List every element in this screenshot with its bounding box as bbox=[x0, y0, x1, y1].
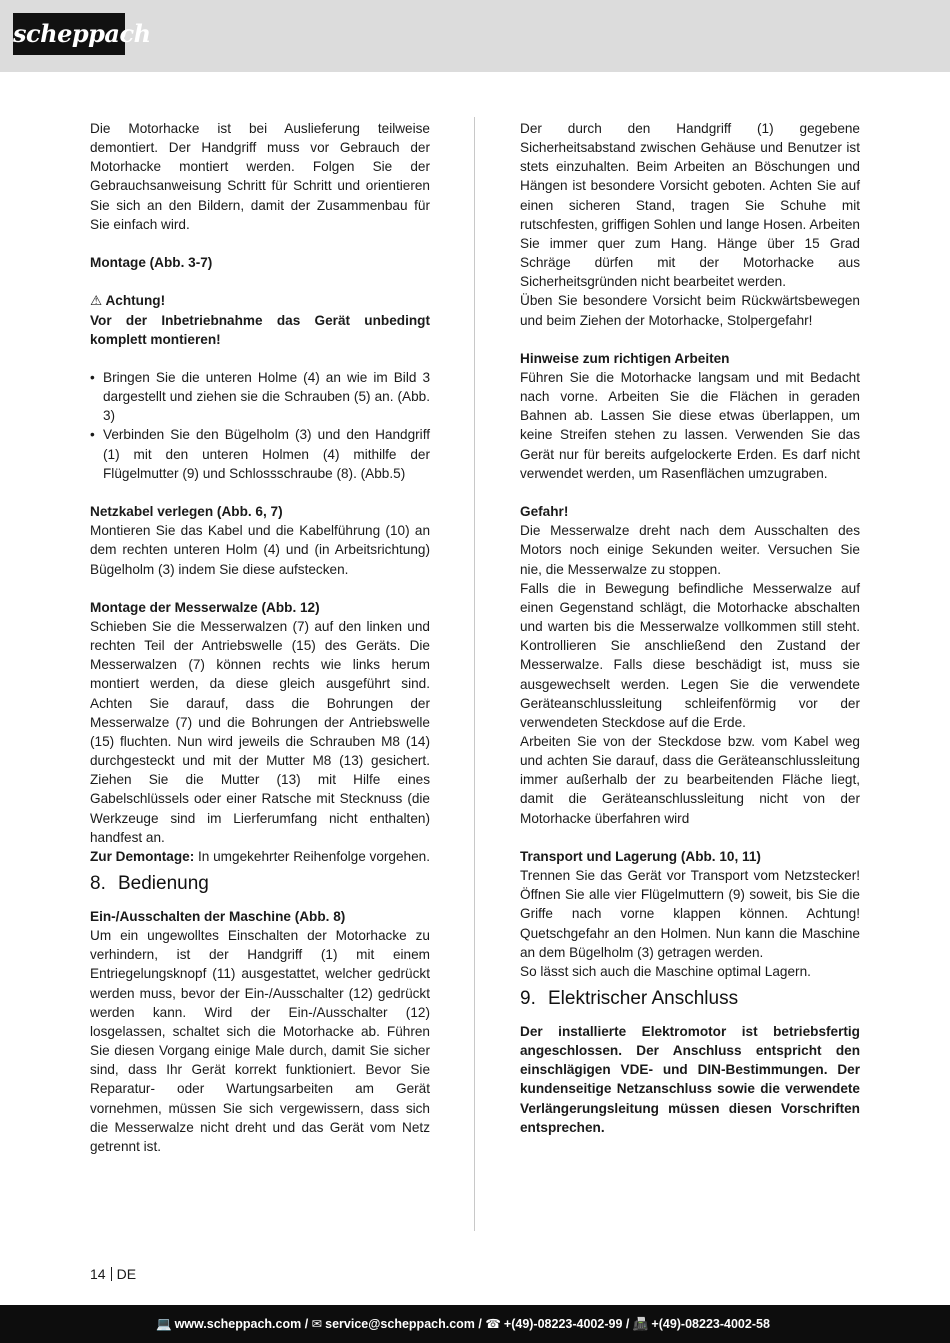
section-9-number: 9. bbox=[520, 987, 536, 1009]
messerwalze-paragraph: Schieben Sie die Messerwalzen (7) auf den linken und rechten Teil der Antriebswelle (15) des Geräts. Die Messerwalzen (7) können rechts wie links herum montiert werden, da diese gleich ausgeführt sind. Achten Sie darauf, dass die Bohrungen der Messerwalze (7) und die Bohrungen der Antriebswelle (15) fluchten. Nun wird jeweils die Schrauben M8 (14) durchgesteckt und mit der Mutter M8 (13) gesichert. Ziehen Sie die Mutter (13) mit Hilfe eines Gabelschlüssels oder einer Ratsche mit Stecknuss (die Werkzeuge sind im Lierferumfang nicht enthalten) handfest an. bbox=[90, 618, 430, 845]
gefahr-paragraph-3: Arbeiten Sie von der Steckdose bzw. vom Kabel weg und achten Sie darauf, dass die Geräteanschlussleitung immer außerhalb der zu bearbeitenden Fläche liegt, damit die Geräteanschlussleitung nicht von der Motorhacke überfahren wird bbox=[520, 733, 860, 826]
warning-title: Achtung! bbox=[105, 293, 166, 309]
footer-email-link[interactable]: service@scheppach.com bbox=[325, 1317, 475, 1331]
messerwalze-heading: Montage der Messerwalze (Abb. 12) bbox=[90, 599, 320, 615]
right-column bbox=[520, 119, 860, 1137]
footer-bar bbox=[0, 1305, 950, 1343]
footer-contact: 💻 www.scheppach.com / ✉ service@scheppach.com / ☎ +(49)-08223-4002-99 / 📠 +(49)-08223-4002-58 bbox=[156, 1317, 770, 1331]
netzkabel-paragraph: Montieren Sie das Kabel und die Kabelführung (10) an dem rechten unteren Holm (4) und (in Arbeitsrichtung) Bügelholm (3) indem Sie diese aufstecken. bbox=[90, 523, 430, 577]
sicherheit-paragraph: Der durch den Handgriff (1) gegebene Sicherheitsabstand zwischen Gehäuse und Benutzer ist stets einzuhalten. Beim Arbeiten an Böschungen und Hängen ist besondere Vorsicht geboten. Achten Sie auf einen sicheren Stand, tragen Sie Schuhe mit rutschfesten, griffigen Sohlen und lange Hosen. Arbeiten Sie immer quer zum Hang. Hänge über 15 Grad Schräge dürfen mit der Motorhacke aus Sicherheitsgründen nicht bearbeitet werden. bbox=[520, 121, 860, 290]
list-item: • Verbinden Sie den Bügelholm (3) und den Handgriff (1) mit den unteren Holmen (4) mithilfe der Flügelmutter (9) und Schlossschraube (8). (Abb.5) bbox=[90, 427, 430, 481]
warning-triangle-icon: ⚠ bbox=[90, 293, 103, 309]
scheppach-logo[interactable]: scheppach bbox=[13, 13, 125, 55]
page-language: DE bbox=[116, 1266, 137, 1282]
bullet-icon: • bbox=[90, 369, 95, 385]
left-column bbox=[90, 119, 430, 1156]
montage-heading: Montage (Abb. 3-7) bbox=[90, 255, 213, 271]
section-9-title: 9. Elektrischer Anschluss bbox=[520, 986, 860, 1012]
computer-icon: 💻 bbox=[156, 1317, 172, 1331]
gefahr-paragraph-2: Falls die in Bewegung befindliche Messerwalze auf einen Gegenstand schlägt, die Motorhacke abschalten und warten bis die Messerwalze vollkommen still steht. Kontrollieren Sie anschließend den Zustand der Messerwalze. Falls diese beschädigt ist, muss sie ausgewechselt werden. Legen Sie die verwendete Geräteanschlussleitung schleifenförmig vor der verwendeten Steckdose auf die Erde. bbox=[520, 580, 860, 730]
footer-website-link[interactable]: www.scheppach.com bbox=[174, 1317, 302, 1331]
page-number bbox=[90, 1265, 136, 1283]
gefahr-heading: Gefahr! bbox=[520, 504, 569, 520]
column-divider bbox=[474, 117, 475, 1231]
section-8-number: 8. bbox=[90, 873, 106, 895]
mail-icon: ✉ bbox=[311, 1317, 323, 1331]
transport-paragraph-2: So lässt sich auch die Maschine optimal Lagern. bbox=[520, 963, 811, 979]
demontage-label: Zur Demontage: bbox=[90, 848, 195, 864]
page-number-value: 14 bbox=[90, 1266, 106, 1282]
page-separator bbox=[111, 1267, 112, 1281]
montage-bullet-list bbox=[90, 368, 430, 483]
netzkabel-heading: Netzkabel verlegen (Abb. 6, 7) bbox=[90, 504, 283, 520]
anschluss-paragraph: Der installierte Elektromotor ist betriebsfertig angeschlossen. Der Anschluss entspricht den einschlägigen VDE- und DIN-Bestimmungen. Der kundenseitige Netzanschluss sowie die verwendete Verlängerungsleitung müssen diesen Vorschriften entsprechen. bbox=[520, 1023, 860, 1135]
demontage-paragraph bbox=[90, 847, 430, 866]
phone-icon: ☎ bbox=[485, 1317, 501, 1331]
transport-heading: Transport und Lagerung (Abb. 10, 11) bbox=[520, 848, 761, 864]
ein-aus-heading: Ein-/Ausschalten der Maschine (Abb. 8) bbox=[90, 909, 346, 925]
hinweise-paragraph: Führen Sie die Motorhacke langsam und mit Bedacht nach vorne. Arbeiten Sie die Flächen in geraden Bahnen ab. Lassen Sie diese etwas überlappen, um keine Streifen stehen zu lassen. Verwenden Sie das Gerät nur für bereits aufgelockerte Erden. Es darf nicht verwendet werden, um Rasenflächen umzugraben. bbox=[520, 370, 860, 481]
warning-heading bbox=[90, 291, 430, 310]
gefahr-paragraph-1: Die Messerwalze dreht nach dem Ausschalten des Motors noch einige Sekunden weiter. Versuchen Sie nie, die Messerwalze zu stoppen. bbox=[520, 523, 860, 577]
section-8-title: 8. Bedienung bbox=[90, 871, 430, 897]
fax-icon: 📠 bbox=[632, 1317, 649, 1331]
rueckwaerts-paragraph: Üben Sie besondere Vorsicht beim Rückwärtsbewegen und beim Ziehen der Motorhacke, Stolpergefahr! bbox=[520, 293, 860, 328]
header-band bbox=[0, 0, 950, 72]
transport-paragraph-1: Trennen Sie das Gerät vor Transport vom Netzstecker! Öffnen Sie alle vier Flügelmuttern (9) soweit, bis Sie die Griffe nach vorne klappen können. Achtung! Quetschgefahr an den Holmen. Nun kann die Maschine an dem Bügelholm (3) getragen werden. bbox=[520, 868, 860, 960]
footer-phone[interactable]: +(49)-08223-4002-99 bbox=[503, 1317, 623, 1331]
demontage-text: In umgekehrter Reihenfolge vorgehen. bbox=[194, 848, 431, 864]
warning-text: Vor der Inbetriebnahme das Gerät unbedingt komplett montieren! bbox=[90, 312, 430, 347]
bullet-icon: • bbox=[90, 427, 95, 443]
footer-fax: +(49)-08223-4002-58 bbox=[651, 1317, 770, 1331]
intro-paragraph: Die Motorhacke ist bei Auslieferung teilweise demontiert. Der Handgriff muss vor Gebrauch der Motorhacke montiert werden. Folgen Sie der Gebrauchsanweisung Schritt für Schritt und orientieren Sie sich an den Bildern, damit der Zusammenbau für Sie einfach wird. bbox=[90, 121, 430, 232]
hinweise-heading: Hinweise zum richtigen Arbeiten bbox=[520, 350, 730, 366]
ein-aus-paragraph: Um ein ungewolltes Einschalten der Motorhacke zu verhindern, ist der Handgriff (1) mit einem Entriegelungsknopf (11) ausgestattet, welcher gedrückt werden muss, bevor der Ein-/Ausschalter (12) gedrückt werden kann. Wird der Ein-/Ausschalter (12) losgelassen, schaltet sich die Motorhacke ab. Führen Sie diesen Vorgang einige Male durch, damit Sie sicher sind, dass Ihr Gerät korrekt funktioniert. Bevor Sie Reparatur- oder Wartungsarbeiten am Gerät vornehmen, müssen Sie sich vergewissern, dass sich die Messerwalze nicht dreht und das Gerät vom Netz getrennt ist. bbox=[90, 928, 430, 1154]
list-item: • Bringen Sie die unteren Holme (4) an wie im Bild 3 dargestellt und ziehen sie die Schrauben (5) an. (Abb. 3) bbox=[90, 369, 430, 424]
